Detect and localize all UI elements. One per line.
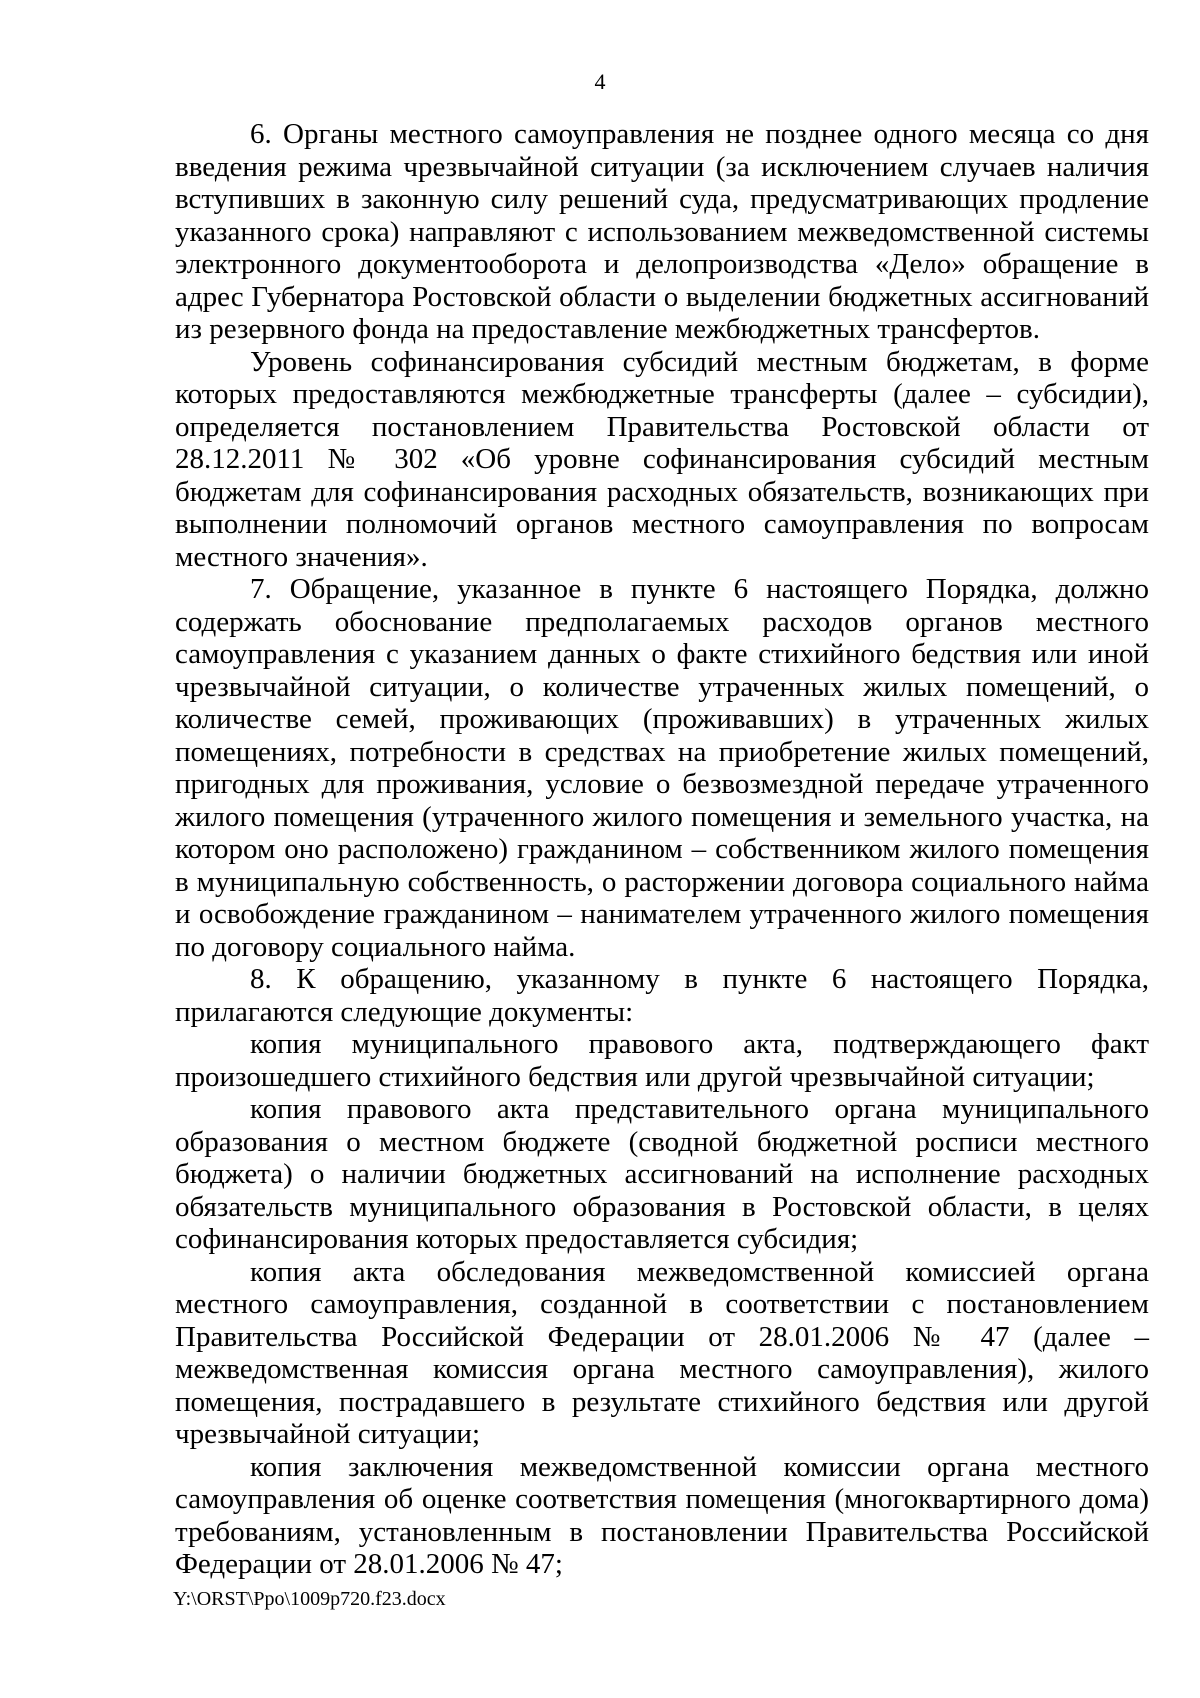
paragraph-doc-budget-act: копия правового акта представительного органа муниципального образования о местном бюджете (сводной бюджетной росписи местного бюджета) о наличии бюджетных ассигнований на исполнение расходных обязательств муниципального образования в Ростовской области, в целях софинансирования которых предоставляется субсидия;: [175, 1093, 1149, 1255]
paragraph-doc-commission-conclusion: копия заключения межведомственной комиссии органа местного самоуправления об оценке соответствия помещения (многоквартирного дома) требованиям, установленным в постановлении Правительства Российской Федерации от 28.01.2006 № 47;: [175, 1450, 1149, 1580]
document-body: [175, 118, 1149, 1581]
footer-file-path: Y:\ORST\Ppo\1009p720.f23.docx: [173, 1588, 446, 1610]
page-number: 4: [594, 69, 606, 94]
paragraph-item-8: 8. К обращению, указанному в пункте 6 настоящего Порядка, прилагаются следующие документы:: [175, 963, 1149, 1028]
paragraph-cofinancing-level: Уровень софинансирования субсидий местным бюджетам, в форме которых предоставляются межбюджетные трансферты (далее – субсидии), определяется постановлением Правительства Ростовской области от 28.12.2011 № 302 «Об уровне софинансирования субсидий местным бюджетам для софинансирования расходных обязательств, возникающих при выполнении полномочий органов местного самоуправления по вопросам местного значения».: [175, 345, 1149, 573]
paragraph-doc-municipal-act: копия муниципального правового акта, подтверждающего факт произошедшего стихийного бедствия или другой чрезвычайной ситуации;: [175, 1028, 1149, 1093]
paragraph-doc-inspection-act: копия акта обследования межведомственной комиссией органа местного самоуправления, созданной в соответствии с постановлением Правительства Российской Федерации от 28.01.2006 № 47 (далее – межведомственная комиссия органа местного самоуправления), жилого помещения, пострадавшего в результате стихийного бедствия или другой чрезвычайной ситуации;: [175, 1255, 1149, 1450]
paragraph-item-7: 7. Обращение, указанное в пункте 6 настоящего Порядка, должно содержать обоснование предполагаемых расходов органов местного самоуправления с указанием данных о факте стихийного бедствия или иной чрезвычайной ситуации, о количестве утраченных жилых помещений, о количестве семей, проживающих (проживавших) в утраченных жилых помещениях, потребности в средствах на приобретение жилых помещений, пригодных для проживания, условие о безвозмездной передаче утраченного жилого помещения (утраченного жилого помещения и земельного участка, на котором оно расположено) гражданином – собственником жилого помещения в муниципальную собственность, о расторжении договора социального найма и освобождение гражданином – нанимателем утраченного жилого помещения по договору социального найма.: [175, 573, 1149, 963]
paragraph-item-6: 6. Органы местного самоуправления не позднее одного месяца со дня введения режима чрезвычайной ситуации (за исключением случаев наличия вступивших в законную силу решений суда, предусматривающих продление указанного срока) направляют с использованием межведомственной системы электронного документооборота и делопроизводства «Дело» обращение в адрес Губернатора Ростовской области о выделении бюджетных ассигнований из резервного фонда на предоставление межбюджетных трансфертов.: [175, 118, 1149, 345]
